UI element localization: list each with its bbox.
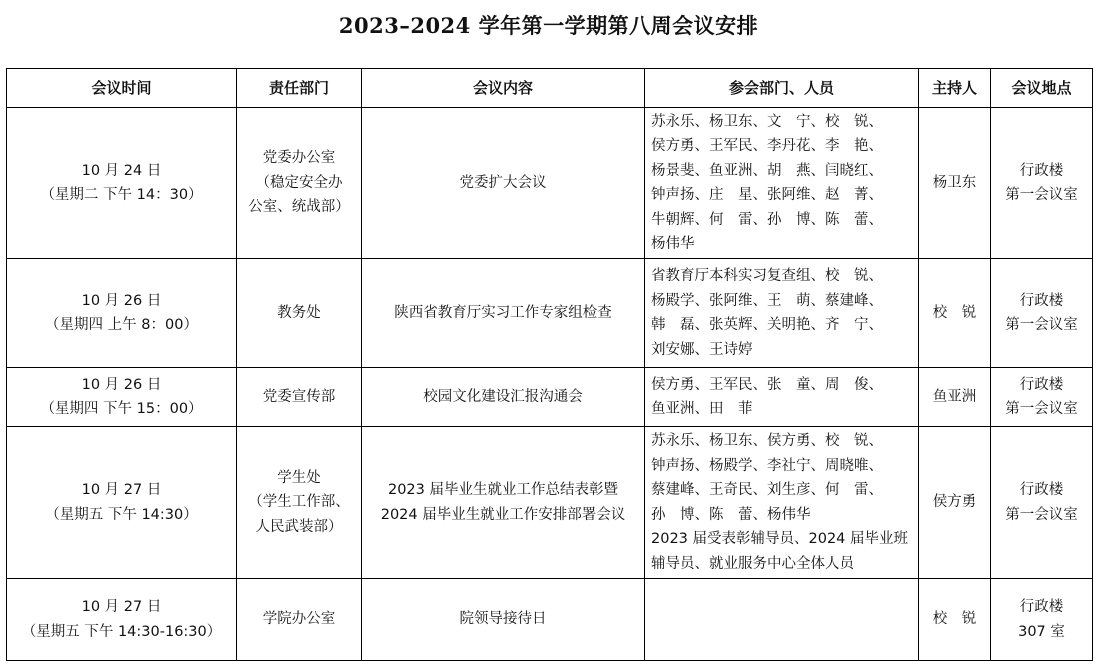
location-cell-line: 行政楼	[1019, 162, 1064, 179]
responsible-dept-cell-line: 党委办公室	[262, 150, 336, 167]
meeting-time-cell	[7, 108, 237, 259]
host-cell: 侯方勇	[919, 427, 991, 579]
meeting-content-cell-line: 校园文化建设汇报沟通会	[423, 388, 583, 405]
attendees-cell-line: 牛朝辉、何 雷、孙 博、陈 蕾、	[651, 211, 883, 228]
meeting-content-cell	[362, 368, 645, 427]
meeting-time-cell	[7, 579, 237, 661]
header-time: 会议时间	[7, 69, 237, 108]
table-row	[7, 427, 1093, 579]
attendees-cell-line: 杨殿学、张阿维、王 萌、蔡建峰、	[651, 292, 883, 309]
location-cell-line: 第一会议室	[1005, 187, 1078, 203]
meeting-time-cell	[7, 259, 237, 368]
meeting-time-cell-line: （星期五 下午 14:30-16:30）	[21, 623, 222, 640]
meeting-time-cell-line: 10 月 27 日	[81, 482, 162, 498]
attendees-cell-line: 省教育厅本科实习复查组、校 锐、	[651, 268, 883, 284]
host-cell: 杨卫东	[919, 108, 991, 259]
meeting-time-cell-line: （星期二 下午 14：30）	[40, 187, 203, 203]
table-row	[7, 579, 1093, 661]
attendees-cell	[645, 427, 919, 579]
meeting-content-cell-line: 院领导接待日	[459, 611, 547, 628]
meeting-content-cell-line: 党委扩大会议	[459, 174, 547, 191]
responsible-dept-cell-line: （学生工作部、	[248, 494, 350, 511]
attendees-cell-line: 刘安娜、王诗婷	[651, 341, 753, 358]
attendees-cell-line: 杨景斐、鱼亚洲、胡 燕、闫晓红、	[651, 162, 883, 179]
meeting-content-cell	[362, 108, 645, 259]
attendees-cell-line: 苏永乐、杨卫东、侯方勇、校 锐、	[651, 433, 883, 449]
location-cell	[991, 579, 1093, 661]
host-cell: 校 锐	[919, 579, 991, 661]
responsible-dept-cell-line: 公室、统战部）	[248, 199, 350, 216]
meeting-time-cell-line: （星期四 下午 15：00）	[40, 401, 203, 417]
location-cell-line: 行政楼	[1019, 376, 1064, 393]
location-cell	[991, 368, 1093, 427]
meeting-time-cell-line: 10 月 24 日	[81, 162, 162, 179]
responsible-dept-cell-line: 学生处	[277, 469, 321, 486]
attendees-cell	[645, 259, 919, 368]
location-cell-line: 第一会议室	[1005, 401, 1078, 417]
header-host: 主持人	[919, 69, 991, 108]
meeting-content-cell	[362, 579, 645, 661]
attendees-cell	[645, 108, 919, 259]
attendees-cell-line: 侯方勇、王军民、李丹花、李 艳、	[651, 138, 883, 154]
host-cell: 鱼亚洲	[919, 368, 991, 427]
location-cell-line: 307 室	[1018, 623, 1065, 640]
attendees-cell-line: 2023 届受表彰辅导员、2024 届毕业班	[651, 531, 909, 547]
responsible-dept-cell-line: 人民武装部）	[255, 518, 343, 535]
responsible-dept-cell	[237, 259, 362, 368]
attendees-cell-line: 苏永乐、杨卫东、文 宁、校 锐、	[651, 113, 883, 130]
attendees-cell-line: 钟声扬、庄 星、张阿维、赵 菁、	[651, 187, 883, 203]
location-cell-line: 行政楼	[1019, 599, 1064, 615]
attendees-cell-line: 杨伟华	[651, 236, 695, 252]
attendees-cell-line: 蔡建峰、王奇民、刘生彦、何 雷、	[651, 482, 883, 498]
location-cell-line: 第一会议室	[1005, 317, 1078, 333]
attendees-cell-line: 钟声扬、杨殿学、李社宁、周晓唯、	[651, 457, 883, 474]
meeting-content-cell	[362, 427, 645, 579]
meeting-time-cell-line: 10 月 26 日	[81, 292, 162, 309]
responsible-dept-cell-line: 党委宣传部	[262, 388, 336, 405]
attendees-cell-line: 侯方勇、王军民、张 童、周 俊、	[651, 376, 883, 393]
header-attendees: 参会部门、人员	[645, 69, 919, 108]
table-row	[7, 259, 1093, 368]
responsible-dept-cell	[237, 579, 362, 661]
responsible-dept-cell	[237, 108, 362, 259]
meeting-time-cell-line: 10 月 27 日	[81, 599, 162, 615]
responsible-dept-cell	[237, 368, 362, 427]
meeting-content-cell-line: 2024 届毕业生就业工作安排部署会议	[380, 506, 626, 523]
responsible-dept-cell-line: 学院办公室	[262, 611, 336, 628]
table-row	[7, 108, 1093, 259]
header-location: 会议地点	[991, 69, 1093, 108]
header-content: 会议内容	[362, 69, 645, 108]
location-cell-line: 第一会议室	[1005, 506, 1078, 523]
meeting-content-cell	[362, 259, 645, 368]
location-cell	[991, 427, 1093, 579]
attendees-cell-line: 辅导员、就业服务中心全体人员	[651, 555, 854, 572]
attendees-cell	[645, 579, 919, 661]
responsible-dept-cell	[237, 427, 362, 579]
page-title: 2023–2024 学年第一学期第八周会议安排	[338, 13, 759, 38]
table-row	[7, 368, 1093, 427]
meeting-time-cell	[7, 368, 237, 427]
meeting-time-cell	[7, 427, 237, 579]
location-cell	[991, 108, 1093, 259]
table-header-row	[7, 69, 1093, 108]
location-cell-line: 行政楼	[1019, 292, 1064, 309]
location-cell	[991, 259, 1093, 368]
header-dept: 责任部门	[237, 69, 362, 108]
attendees-cell-line: 鱼亚洲、田 菲	[651, 401, 753, 417]
meeting-time-cell-line: （星期四 上午 8：00）	[45, 317, 198, 333]
meeting-content-cell-line: 陕西省教育厅实习工作专家组检查	[394, 304, 612, 321]
attendees-cell-line: 孙 博、陈 蕾、杨伟华	[651, 506, 811, 523]
meeting-content-cell-line: 2023 届毕业生就业工作总结表彰暨	[387, 482, 618, 498]
responsible-dept-cell-line: 教务处	[277, 304, 321, 321]
meeting-time-cell-line: （星期五 下午 14:30）	[45, 506, 198, 523]
meeting-schedule-table	[6, 68, 1093, 661]
attendees-cell	[645, 368, 919, 427]
attendees-cell-line: 韩 磊、张英辉、关明艳、齐 宁、	[651, 317, 883, 333]
meeting-time-cell-line: 10 月 26 日	[81, 376, 162, 393]
host-cell: 校 锐	[919, 259, 991, 368]
responsible-dept-cell-line: （稳定安全办	[255, 174, 343, 191]
location-cell-line: 行政楼	[1019, 482, 1064, 498]
